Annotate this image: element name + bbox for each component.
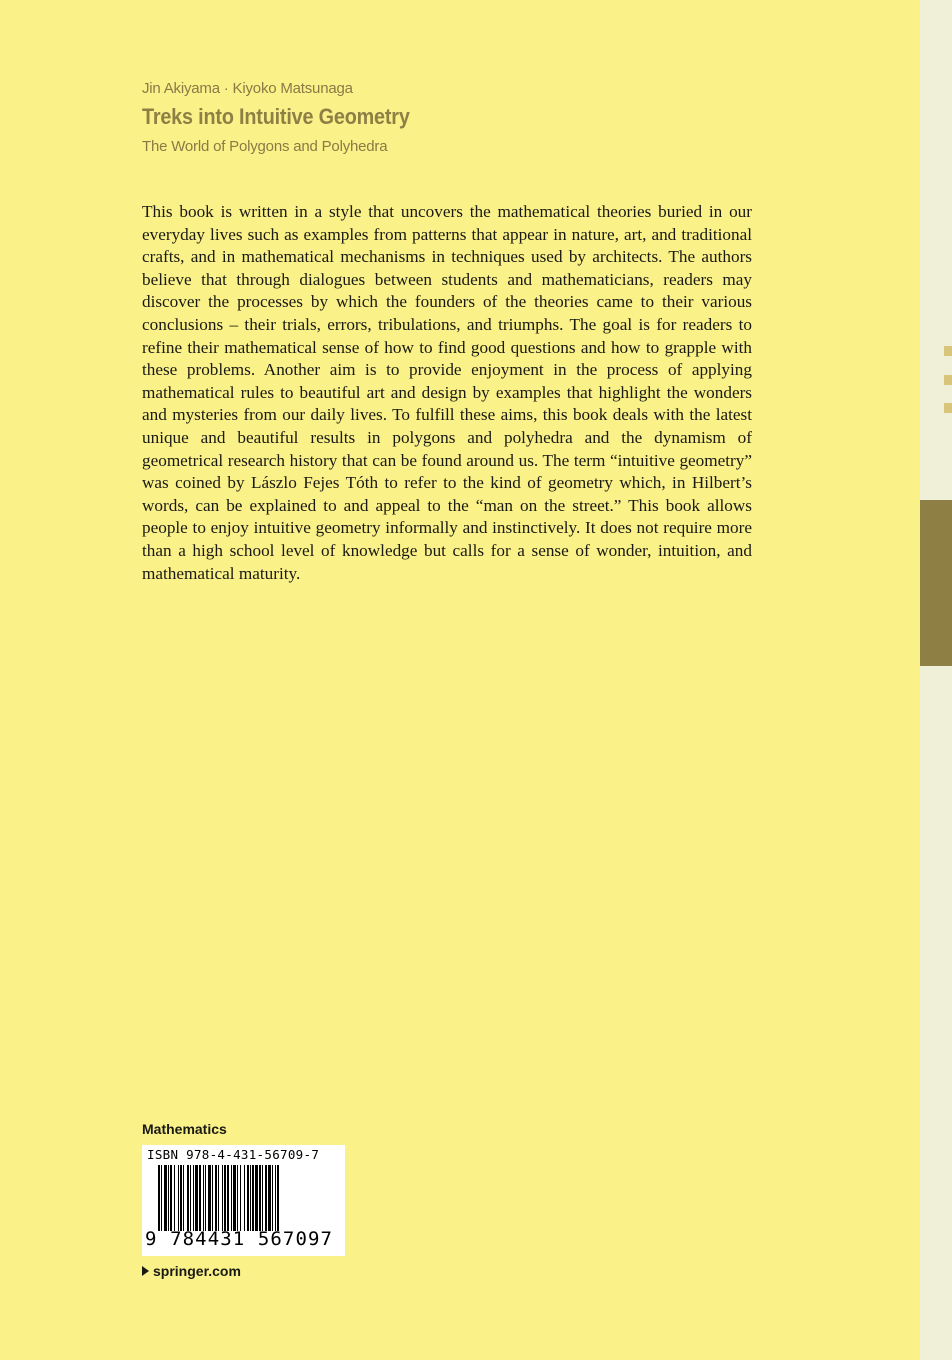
spine-color-block <box>920 500 952 666</box>
arrow-right-icon <box>142 1266 149 1276</box>
publisher-url: springer.com <box>153 1263 241 1279</box>
spine-mark <box>944 346 952 356</box>
isbn-label: ISBN 978-4-431-56709-7 <box>147 1147 320 1162</box>
book-subtitle: The World of Polygons and Polyhedra <box>142 138 388 155</box>
spine-mark <box>944 403 952 413</box>
blurb-text: This book is written in a style that uncovers the mathematical theories buried in our everyday lives such as examples from patterns that appear in nature, art, and traditional crafts, and in mathematical mechanisms in techniques used by architects. The authors believe that through dialogues between students and mathematicians, readers may discover the processes by which the founders of the theories came to their various conclusions – their trials, errors, tribulations, and triumphs. The goal is for readers to refine their mathematical sense of how to find good questions and how to grapple with these problems. Another aim is to provide enjoyment in the process of applying mathematical rules to beautiful art and design by examples that highlight the wonders and mysteries from our daily lives. To fulfill these aims, this book deals with the latest unique and beautiful results in polygons and polyhedra and the dynamism of geometrical research history that can be found around us. The term “intuitive geometry” was coined by Lászlo Fejes Tóth to refer to the kind of geometry which, in Hilbert’s words, can be explained to and appeal to the “man on the street.” This book allows people to enjoy intuitive geometry informally and instinctively. It does not require more than a high school level of knowledge but calls for a sense of wonder, intuition, and mathematical maturity. <box>142 202 752 583</box>
isbn-barcode <box>142 1145 345 1256</box>
spine-strip <box>920 0 952 1360</box>
barcode-icon <box>158 1165 338 1231</box>
spine-mark <box>944 375 952 385</box>
authors: Jin Akiyama · Kiyoko Matsunaga <box>142 80 353 97</box>
subject-label: Mathematics <box>142 1121 227 1137</box>
publisher-link[interactable] <box>142 1263 241 1279</box>
isbn-digits: 9 784431 567097 <box>145 1228 334 1250</box>
book-title: Treks into Intuitive Geometry <box>142 104 410 129</box>
